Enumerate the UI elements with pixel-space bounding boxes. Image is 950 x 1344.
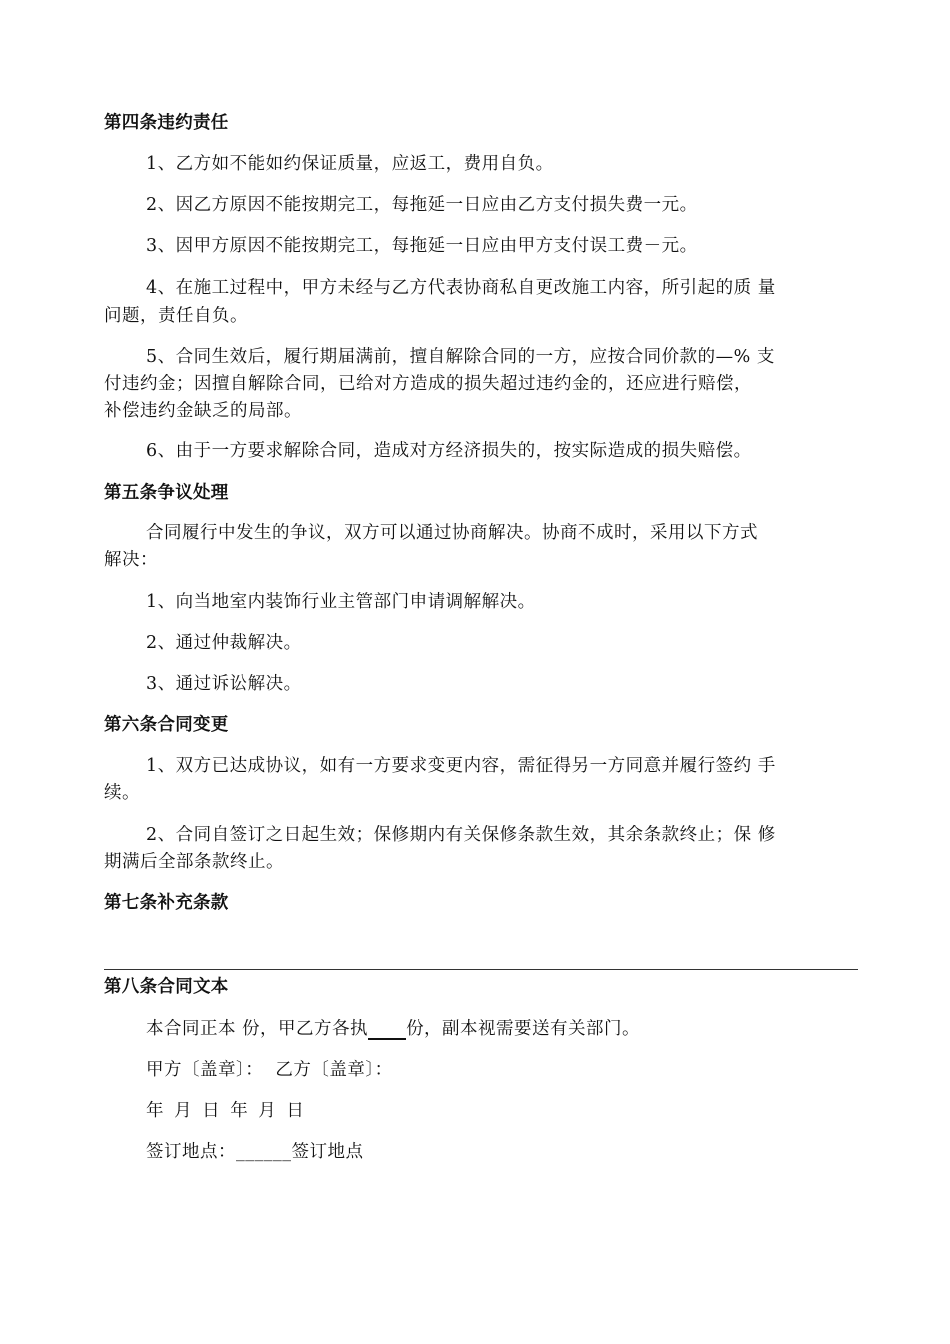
article6-item-1-cont: 续。 (104, 783, 140, 803)
article8-heading: 第八条合同文本 (104, 977, 229, 997)
article5-intro: 合同履行中发生的争议，双方可以通过协商解决。协商不成时，采用以下方式 (146, 523, 758, 543)
signing-place-blank: ______ (236, 1142, 292, 1162)
article5-intro-cont: 解决： (104, 550, 158, 570)
article4-item-5: 5、合同生效后，履行期届满前，擅自解除合同的一方，应按合同价款的—% 支 (146, 347, 775, 367)
copies-blank (368, 1020, 406, 1040)
copies-text-before: 本合同正本 份，甲乙方各执 (146, 1019, 369, 1039)
article5-item-1: 1、向当地室内装饰行业主管部门申请调解解决。 (146, 592, 536, 612)
signing-place-label: 签订地点： (146, 1142, 236, 1162)
seal-line: 甲方〔盖章〕： 乙方〔盖章〕： (146, 1060, 393, 1080)
article4-item-4-cont: 问题，责任自负。 (104, 306, 248, 326)
signing-place-label-2: 签订地点 (291, 1142, 364, 1162)
article4-item-3: 3、因甲方原因不能按期完工，每拖延一日应由甲方支付误工费－元。 (146, 236, 698, 256)
article4-item-2: 2、因乙方原因不能按期完工，每拖延一日应由乙方支付损失费一元。 (146, 195, 698, 215)
article4-item-6: 6、由于一方要求解除合同，造成对方经济损失的，按实际造成的损失赔偿。 (146, 441, 752, 461)
article6-item-2: 2、合同自签订之日起生效；保修期内有关保修条款生效，其余条款终止；保 修 (146, 825, 776, 845)
date-line: 年 月 日 年 月 日 (146, 1101, 305, 1121)
article5-item-3: 3、通过诉讼解决。 (146, 674, 302, 694)
article6-heading: 第六条合同变更 (104, 715, 229, 735)
blank-fill-line (104, 969, 858, 970)
article4-item-5-cont1: 付违约金；因擅自解除合同，已给对方造成的损失超过违约金的，还应进行赔偿， (104, 374, 752, 394)
signing-place-line (146, 1138, 364, 1163)
article5-item-2: 2、通过仲裁解决。 (146, 633, 302, 653)
article4-item-4: 4、在施工过程中，甲方未经与乙方代表协商私自更改施工内容，所引起的质 量 (146, 278, 776, 298)
article4-item-5-cont2: 补偿违约金缺乏的局部。 (104, 401, 302, 421)
article5-heading: 第五条争议处理 (104, 483, 229, 503)
article6-item-2-cont: 期满后全部条款终止。 (104, 852, 284, 872)
article4-item-1: 1、乙方如不能如约保证质量，应返工，费用自负。 (146, 154, 554, 174)
article6-item-1: 1、双方已达成协议，如有一方要求变更内容，需征得另一方同意并履行签约 手 (146, 756, 776, 776)
copies-line (146, 1015, 640, 1040)
article4-heading: 第四条违约责任 (104, 113, 229, 133)
copies-text-after: 份，副本视需要送有关部门。 (406, 1019, 641, 1039)
article7-heading: 第七条补充条款 (104, 893, 229, 913)
